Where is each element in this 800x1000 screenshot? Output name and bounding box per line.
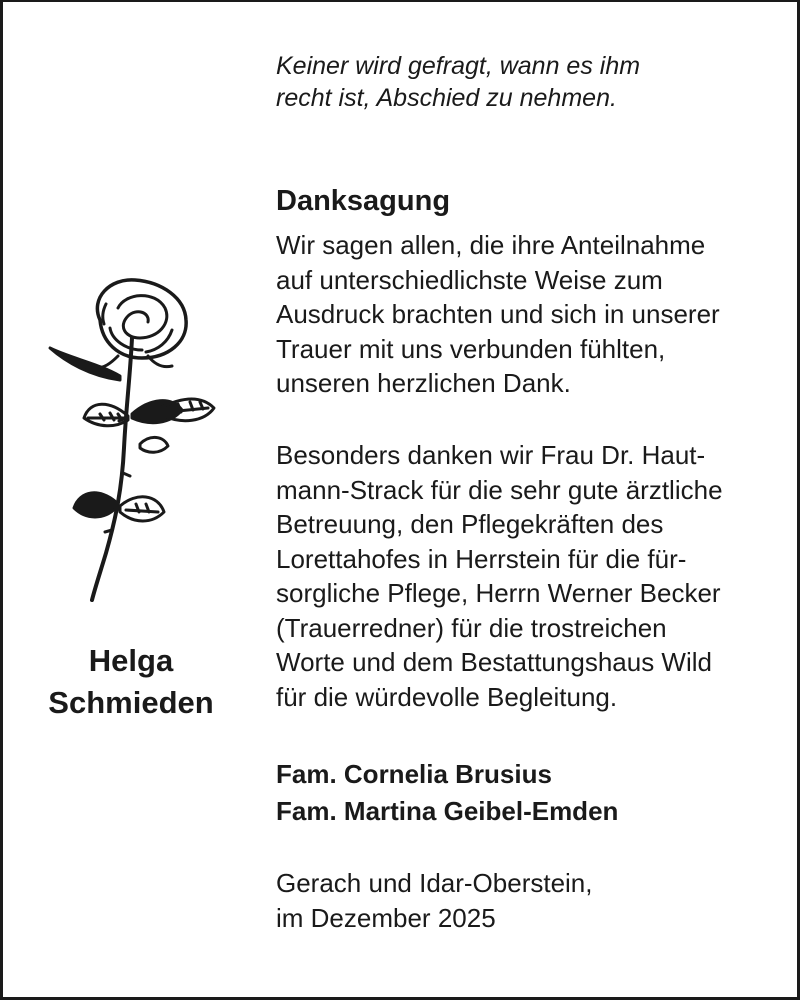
place-line: Gerach und Idar-Oberstein, [276,868,593,898]
date-line: im Dezember 2025 [276,903,496,933]
paragraph-line: für die würdevolle Begleitung. [276,681,618,712]
paragraph-line: Lorettahofes in Herrstein für die für- [276,543,687,574]
family-name: Fam. Cornelia Brusius [276,759,552,789]
paragraph-line: (Trauerredner) für die trostreichen [276,612,667,643]
place-and-date [276,866,593,936]
thanks-paragraph-1 [276,228,786,401]
paragraph-line: Betreuung, den Pflegekräften des [276,509,664,539]
family-signatures [276,756,618,830]
paragraph-line: auf unterschiedlichste Weise zum [276,264,663,295]
deceased-last-name: Schmieden [48,685,214,720]
thanks-heading: Danksagung [276,185,451,217]
paragraph-line: Besonders danken wir Frau Dr. Haut- [276,440,706,470]
deceased-name [20,640,242,724]
motto-quote [276,50,776,114]
thanks-paragraph-2 [276,438,786,714]
paragraph-line: Worte und dem Bestattungshaus Wild [276,647,712,677]
paragraph-line: Wir sagen allen, die ihre Anteilnahme [276,230,706,260]
motto-line: Keiner wird gefragt, wann es ihm [276,52,641,80]
paragraph-line: mann-Strack für die sehr gute ärztliche [276,474,723,505]
paragraph-line: sorgliche Pflege, Herrn Werner Becker [276,578,721,608]
paragraph-line: Trauer mit uns verbunden fühlten, [276,333,666,364]
paragraph-line: unseren herzlichen Dank. [276,368,571,398]
deceased-first-name: Helga [88,643,174,678]
motto-line: recht ist, Abschied zu nehmen. [276,84,617,112]
family-name: Fam. Martina Geibel-Emden [276,796,619,826]
paragraph-line: Ausdruck brachten und sich in unserer [276,299,720,329]
rose-icon [40,268,225,613]
